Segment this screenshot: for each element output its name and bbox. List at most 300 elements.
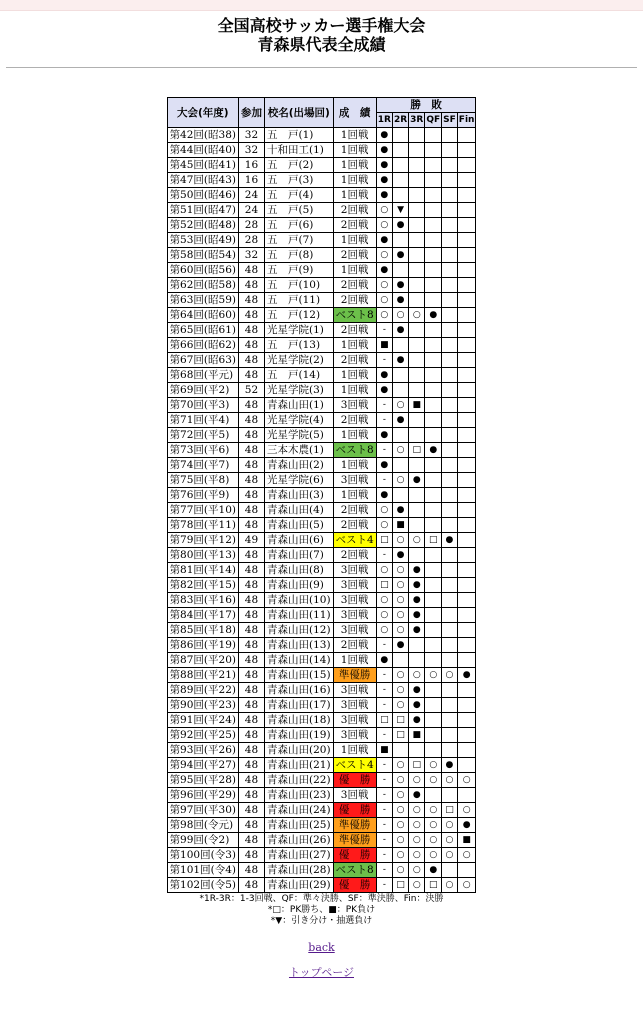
table-row [167, 533, 476, 548]
back-link[interactable]: back [308, 941, 335, 954]
teams-cell: 48 [238, 413, 264, 428]
tournament-cell: 第64回(昭60) [167, 308, 238, 323]
table-row [167, 608, 476, 623]
school-cell: 五 戸(1) [264, 128, 333, 143]
match-mark-cell: □ [376, 578, 392, 593]
match-mark-cell [457, 863, 476, 878]
match-mark-cell: ● [376, 143, 392, 158]
match-mark-cell [457, 173, 476, 188]
match-mark-cell [409, 218, 425, 233]
match-mark-cell: - [376, 818, 392, 833]
match-mark-cell [457, 518, 476, 533]
match-mark-cell [409, 518, 425, 533]
match-mark-cell: ○ [457, 848, 476, 863]
table-row [167, 353, 476, 368]
school-cell: 五 戸(9) [264, 263, 333, 278]
match-mark-cell [442, 458, 458, 473]
teams-cell: 48 [238, 458, 264, 473]
match-mark-cell [457, 248, 476, 263]
table-row [167, 188, 476, 203]
match-mark-cell [442, 593, 458, 608]
match-mark-cell [442, 863, 458, 878]
header-row [167, 98, 476, 113]
match-mark-cell [425, 623, 442, 638]
match-mark-cell: □ [425, 533, 442, 548]
result-cell: 2回戦 [333, 503, 376, 518]
school-cell: 五 戸(13) [264, 338, 333, 353]
tournament-cell: 第77回(平10) [167, 503, 238, 518]
result-cell: ベスト4 [333, 533, 376, 548]
match-mark-cell: ■ [409, 398, 425, 413]
match-mark-cell [457, 338, 476, 353]
school-cell: 五 戸(10) [264, 278, 333, 293]
match-mark-cell [392, 233, 408, 248]
school-cell: 五 戸(3) [264, 173, 333, 188]
teams-cell: 48 [238, 263, 264, 278]
match-mark-cell: ● [409, 563, 425, 578]
school-cell: 青森山田(22) [264, 773, 333, 788]
match-mark-cell: ■ [457, 833, 476, 848]
match-mark-cell [457, 728, 476, 743]
match-mark-cell: ● [409, 593, 425, 608]
result-cell: 準優勝 [333, 818, 376, 833]
match-mark-cell [409, 413, 425, 428]
match-mark-cell: ▼ [392, 203, 408, 218]
table-row [167, 398, 476, 413]
match-mark-cell: - [376, 413, 392, 428]
teams-cell: 48 [238, 758, 264, 773]
match-mark-cell: ● [457, 668, 476, 683]
school-cell: 青森山田(3) [264, 488, 333, 503]
teams-cell: 48 [238, 833, 264, 848]
match-mark-cell: - [376, 758, 392, 773]
result-cell: 1回戦 [333, 743, 376, 758]
match-mark-cell: ○ [376, 278, 392, 293]
tournament-cell: 第73回(平6) [167, 443, 238, 458]
result-cell: 1回戦 [333, 458, 376, 473]
table-row [167, 263, 476, 278]
match-mark-cell [457, 713, 476, 728]
match-mark-cell: - [376, 668, 392, 683]
match-mark-cell: □ [392, 713, 408, 728]
match-mark-cell [392, 338, 408, 353]
match-mark-cell [442, 578, 458, 593]
match-mark-cell [425, 563, 442, 578]
match-mark-cell [442, 698, 458, 713]
match-mark-cell: ○ [409, 878, 425, 893]
header-round-1r: 1R [376, 113, 392, 128]
tournament-cell: 第47回(昭43) [167, 173, 238, 188]
school-cell: 青森山田(24) [264, 803, 333, 818]
match-mark-cell: ● [409, 683, 425, 698]
match-mark-cell [457, 128, 476, 143]
match-mark-cell: ■ [376, 338, 392, 353]
match-mark-cell [457, 443, 476, 458]
match-mark-cell [425, 503, 442, 518]
teams-cell: 24 [238, 188, 264, 203]
match-mark-cell: - [376, 638, 392, 653]
match-mark-cell [409, 278, 425, 293]
tournament-cell: 第81回(平14) [167, 563, 238, 578]
match-mark-cell: ○ [442, 668, 458, 683]
match-mark-cell: □ [392, 878, 408, 893]
result-cell: 1回戦 [333, 173, 376, 188]
match-mark-cell [442, 398, 458, 413]
school-cell: 光星学院(2) [264, 353, 333, 368]
match-mark-cell [457, 368, 476, 383]
match-mark-cell [442, 368, 458, 383]
match-mark-cell [425, 353, 442, 368]
result-cell: 優 勝 [333, 803, 376, 818]
school-cell: 青森山田(11) [264, 608, 333, 623]
match-mark-cell [409, 248, 425, 263]
match-mark-cell [425, 233, 442, 248]
match-mark-cell [442, 653, 458, 668]
result-cell: 3回戦 [333, 593, 376, 608]
match-mark-cell: - [376, 443, 392, 458]
school-cell: 青森山田(2) [264, 458, 333, 473]
table-row [167, 323, 476, 338]
match-mark-cell: ● [392, 248, 408, 263]
tournament-cell: 第51回(昭47) [167, 203, 238, 218]
result-cell: 3回戦 [333, 563, 376, 578]
match-mark-cell: ○ [392, 773, 408, 788]
table-row [167, 203, 476, 218]
teams-cell: 48 [238, 398, 264, 413]
match-mark-cell [442, 683, 458, 698]
table-row [167, 488, 476, 503]
school-cell: 五 戸(14) [264, 368, 333, 383]
match-mark-cell: ○ [392, 473, 408, 488]
match-mark-cell [425, 488, 442, 503]
table-row [167, 128, 476, 143]
match-mark-cell [425, 518, 442, 533]
match-mark-cell: ○ [425, 668, 442, 683]
teams-cell: 48 [238, 743, 264, 758]
match-mark-cell [409, 263, 425, 278]
match-mark-cell: ● [392, 323, 408, 338]
match-mark-cell: ○ [376, 503, 392, 518]
match-mark-cell: - [376, 683, 392, 698]
tournament-cell: 第45回(昭41) [167, 158, 238, 173]
result-cell: 2回戦 [333, 638, 376, 653]
match-mark-cell [425, 203, 442, 218]
match-mark-cell [457, 278, 476, 293]
tournament-cell: 第72回(平5) [167, 428, 238, 443]
school-cell: 三本木農(1) [264, 443, 333, 458]
match-mark-cell [457, 188, 476, 203]
tournament-cell: 第92回(平25) [167, 728, 238, 743]
top-page-link[interactable]: トップページ [288, 966, 354, 979]
match-mark-cell [425, 188, 442, 203]
match-mark-cell [442, 518, 458, 533]
table-row [167, 698, 476, 713]
match-mark-cell [442, 548, 458, 563]
match-mark-cell: ● [376, 653, 392, 668]
teams-cell: 48 [238, 878, 264, 893]
results-table [167, 97, 477, 893]
teams-cell: 28 [238, 233, 264, 248]
match-mark-cell [457, 293, 476, 308]
match-mark-cell [442, 503, 458, 518]
result-cell: 2回戦 [333, 413, 376, 428]
table-row [167, 848, 476, 863]
tournament-cell: 第97回(平30) [167, 803, 238, 818]
match-mark-cell: ● [392, 353, 408, 368]
match-mark-cell [442, 743, 458, 758]
match-mark-cell [457, 653, 476, 668]
match-mark-cell [425, 713, 442, 728]
match-mark-cell [457, 158, 476, 173]
result-cell: 2回戦 [333, 518, 376, 533]
school-cell: 光星学院(6) [264, 473, 333, 488]
match-mark-cell: ○ [409, 848, 425, 863]
match-mark-cell [392, 488, 408, 503]
match-mark-cell [392, 428, 408, 443]
table-row [167, 158, 476, 173]
match-mark-cell [442, 623, 458, 638]
match-mark-cell [392, 128, 408, 143]
page-title-line1: 全国高校サッカー選手権大会 [217, 16, 426, 35]
tournament-cell: 第96回(平29) [167, 788, 238, 803]
tournament-cell: 第70回(平3) [167, 398, 238, 413]
match-mark-cell: ■ [392, 518, 408, 533]
result-cell: ベスト4 [333, 758, 376, 773]
tournament-cell: 第65回(昭61) [167, 323, 238, 338]
school-cell: 五 戸(6) [264, 218, 333, 233]
match-mark-cell [457, 203, 476, 218]
table-row [167, 413, 476, 428]
match-mark-cell: ○ [392, 803, 408, 818]
match-mark-cell: □ [376, 533, 392, 548]
match-mark-cell [425, 278, 442, 293]
school-cell: 十和田工(1) [264, 143, 333, 158]
match-mark-cell [457, 398, 476, 413]
match-mark-cell: ● [392, 413, 408, 428]
tournament-cell: 第98回(令元) [167, 818, 238, 833]
match-mark-cell: ○ [392, 818, 408, 833]
match-mark-cell: ● [409, 608, 425, 623]
result-cell: 1回戦 [333, 158, 376, 173]
school-cell: 五 戸(2) [264, 158, 333, 173]
match-mark-cell: ○ [409, 668, 425, 683]
match-mark-cell: ● [442, 758, 458, 773]
table-row [167, 248, 476, 263]
match-mark-cell [457, 323, 476, 338]
tournament-cell: 第86回(平19) [167, 638, 238, 653]
match-mark-cell [442, 158, 458, 173]
tournament-cell: 第85回(平18) [167, 623, 238, 638]
school-cell: 青森山田(12) [264, 623, 333, 638]
match-mark-cell: ○ [392, 608, 408, 623]
match-mark-cell [409, 173, 425, 188]
result-cell: 1回戦 [333, 338, 376, 353]
table-row [167, 383, 476, 398]
table-row [167, 653, 476, 668]
table-row [167, 518, 476, 533]
table-row [167, 833, 476, 848]
match-mark-cell: □ [409, 758, 425, 773]
match-mark-cell [442, 203, 458, 218]
match-mark-cell: ■ [409, 728, 425, 743]
match-mark-cell: ● [409, 473, 425, 488]
match-mark-cell [457, 503, 476, 518]
school-cell: 青森山田(19) [264, 728, 333, 743]
match-mark-cell: ○ [392, 578, 408, 593]
result-cell: 準優勝 [333, 668, 376, 683]
match-mark-cell: ● [376, 488, 392, 503]
match-mark-cell: ○ [392, 533, 408, 548]
match-mark-cell [409, 653, 425, 668]
match-mark-cell [442, 248, 458, 263]
match-mark-cell [425, 368, 442, 383]
match-mark-cell [457, 143, 476, 158]
result-cell: 3回戦 [333, 473, 376, 488]
table-row [167, 803, 476, 818]
match-mark-cell: - [376, 788, 392, 803]
match-mark-cell: ● [376, 263, 392, 278]
table-row [167, 593, 476, 608]
match-mark-cell: ○ [457, 878, 476, 893]
teams-cell: 48 [238, 638, 264, 653]
match-mark-cell: - [376, 473, 392, 488]
match-mark-cell [442, 788, 458, 803]
tournament-cell: 第76回(平9) [167, 488, 238, 503]
match-mark-cell: ● [392, 293, 408, 308]
school-cell: 青森山田(6) [264, 533, 333, 548]
match-mark-cell: ○ [376, 518, 392, 533]
school-cell: 青森山田(9) [264, 578, 333, 593]
teams-cell: 16 [238, 158, 264, 173]
result-cell: 2回戦 [333, 323, 376, 338]
match-mark-cell [442, 233, 458, 248]
match-mark-cell [425, 683, 442, 698]
match-mark-cell: ● [376, 233, 392, 248]
tournament-cell: 第75回(平8) [167, 473, 238, 488]
match-mark-cell [409, 368, 425, 383]
match-mark-cell: - [376, 833, 392, 848]
table-row [167, 818, 476, 833]
match-mark-cell: ○ [376, 608, 392, 623]
result-cell: 1回戦 [333, 143, 376, 158]
match-mark-cell [425, 173, 442, 188]
school-cell: 青森山田(20) [264, 743, 333, 758]
match-mark-cell [425, 128, 442, 143]
table-row [167, 713, 476, 728]
teams-cell: 48 [238, 548, 264, 563]
tournament-cell: 第67回(昭63) [167, 353, 238, 368]
teams-cell: 48 [238, 803, 264, 818]
result-cell: 2回戦 [333, 248, 376, 263]
match-mark-cell [425, 383, 442, 398]
match-mark-cell: ● [392, 503, 408, 518]
match-mark-cell: ○ [376, 293, 392, 308]
match-mark-cell [442, 488, 458, 503]
match-mark-cell [442, 263, 458, 278]
teams-cell: 24 [238, 203, 264, 218]
teams-cell: 48 [238, 338, 264, 353]
school-cell: 青森山田(8) [264, 563, 333, 578]
tournament-cell: 第90回(平23) [167, 698, 238, 713]
match-mark-cell [409, 338, 425, 353]
match-mark-cell: ○ [376, 203, 392, 218]
match-mark-cell: ○ [376, 308, 392, 323]
table-row [167, 863, 476, 878]
match-mark-cell: ● [376, 128, 392, 143]
tournament-cell: 第62回(昭58) [167, 278, 238, 293]
match-mark-cell [457, 308, 476, 323]
match-mark-cell: ● [409, 788, 425, 803]
table-row [167, 503, 476, 518]
table-row [167, 458, 476, 473]
match-mark-cell: - [376, 323, 392, 338]
school-cell: 五 戸(8) [264, 248, 333, 263]
tournament-cell: 第102回(令5) [167, 878, 238, 893]
school-cell: 五 戸(12) [264, 308, 333, 323]
tournament-cell: 第88回(平21) [167, 668, 238, 683]
teams-cell: 48 [238, 293, 264, 308]
match-mark-cell [442, 728, 458, 743]
result-cell: 優 勝 [333, 773, 376, 788]
match-mark-cell: - [376, 863, 392, 878]
match-mark-cell [409, 293, 425, 308]
table-row [167, 563, 476, 578]
match-mark-cell: - [376, 548, 392, 563]
tournament-cell: 第78回(平11) [167, 518, 238, 533]
school-cell: 光星学院(5) [264, 428, 333, 443]
match-mark-cell [457, 218, 476, 233]
tournament-cell: 第71回(平4) [167, 413, 238, 428]
school-cell: 青森山田(7) [264, 548, 333, 563]
tournament-cell: 第101回(令4) [167, 863, 238, 878]
school-cell: 青森山田(23) [264, 788, 333, 803]
match-mark-cell: ○ [392, 563, 408, 578]
match-mark-cell [425, 608, 442, 623]
title-divider [6, 67, 637, 68]
school-cell: 青森山田(10) [264, 593, 333, 608]
teams-cell: 48 [238, 353, 264, 368]
result-cell: 3回戦 [333, 728, 376, 743]
match-mark-cell: - [376, 878, 392, 893]
top-band [0, 0, 643, 11]
teams-cell: 48 [238, 323, 264, 338]
table-row [167, 683, 476, 698]
table-row [167, 668, 476, 683]
table-row [167, 338, 476, 353]
tournament-cell: 第83回(平16) [167, 593, 238, 608]
match-mark-cell [442, 563, 458, 578]
match-mark-cell: ○ [392, 623, 408, 638]
match-mark-cell [409, 503, 425, 518]
tournament-cell: 第99回(令2) [167, 833, 238, 848]
tournament-cell: 第84回(平17) [167, 608, 238, 623]
teams-cell: 48 [238, 818, 264, 833]
match-mark-cell [425, 413, 442, 428]
match-mark-cell [457, 548, 476, 563]
table-row [167, 578, 476, 593]
result-cell: 2回戦 [333, 278, 376, 293]
header-result: 成 績 [333, 98, 376, 128]
match-mark-cell: ○ [409, 803, 425, 818]
match-mark-cell [457, 623, 476, 638]
result-cell: 1回戦 [333, 653, 376, 668]
teams-cell: 32 [238, 128, 264, 143]
match-mark-cell [457, 473, 476, 488]
match-mark-cell [457, 578, 476, 593]
match-mark-cell: - [376, 728, 392, 743]
match-mark-cell: ● [409, 713, 425, 728]
match-mark-cell: - [376, 353, 392, 368]
